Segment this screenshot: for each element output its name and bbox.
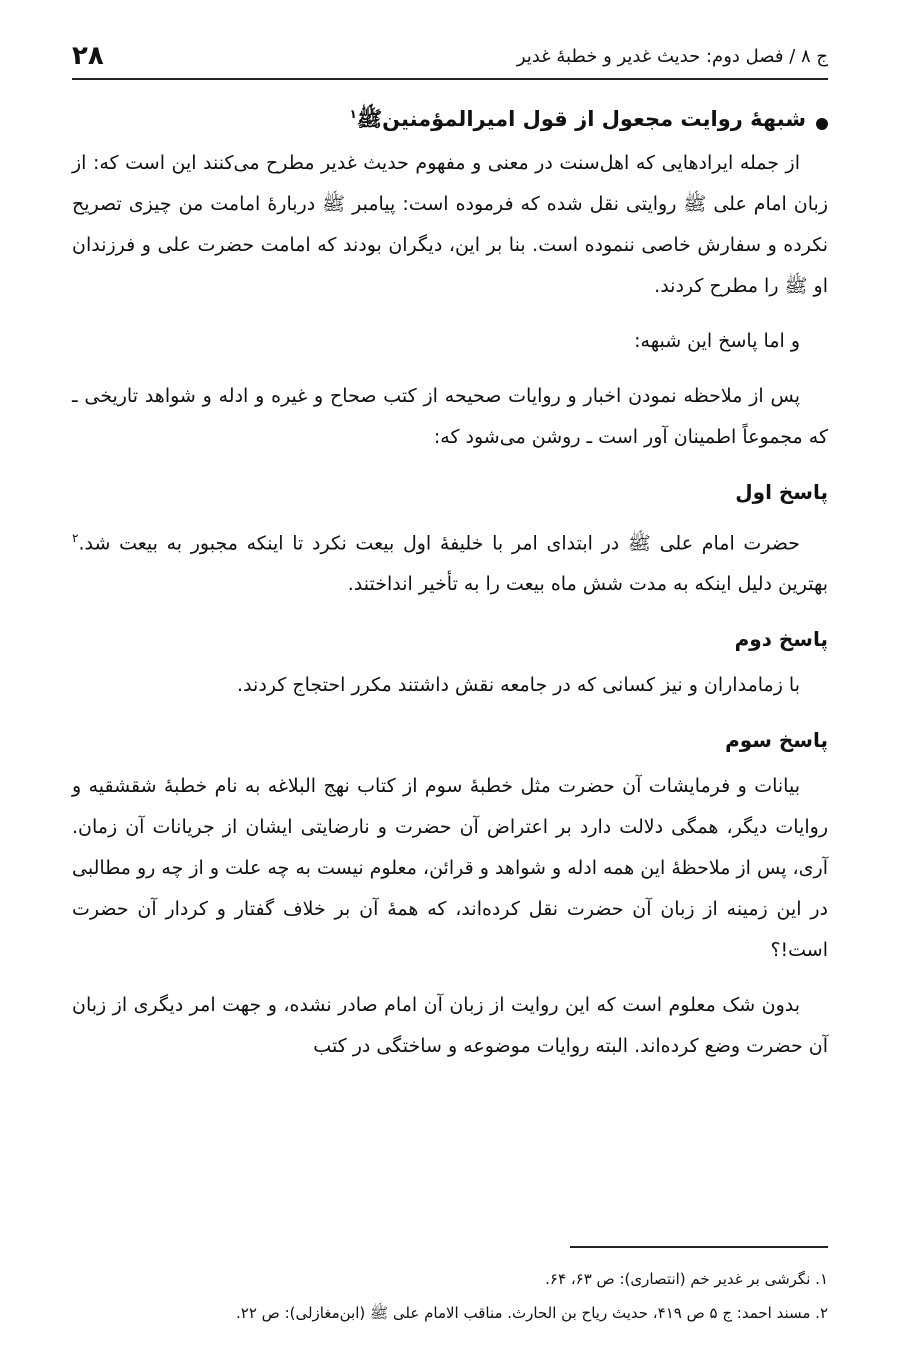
footnote-ref-2: ۲ — [72, 531, 79, 545]
answer2-heading: پاسخ دوم — [734, 627, 828, 652]
honorific-symbol: ﷺ — [356, 107, 383, 131]
answer1-heading: پاسخ اول — [735, 480, 828, 504]
paragraph-closing: بدون شک معلوم است که این روایت از زبان آن امام صادر نشده، و جهت امر دیگری از زبان آن حضرت وضع کرده‌اند. البته روایات موضوعه و ساختگی در کتب — [72, 994, 828, 1058]
bullet-icon — [816, 118, 828, 130]
page-header — [72, 34, 828, 80]
answer1-text-b: بهترین دلیل اینکه به مدت شش ماه بیعت را به تأخیر انداختند. — [347, 573, 828, 596]
paragraph-answer-lead: و اما پاسخ این شبهه: — [634, 330, 800, 352]
running-title: ج ۸ / فصل دوم: حدیث غدیر و خطبهٔ غدیر — [516, 45, 828, 67]
answer3-heading: پاسخ سوم — [725, 728, 828, 753]
answer2-paragraph: با زمامداران و نیز کسانی که در جامعه نقش داشتند مکرر احتجاج کردند. — [237, 674, 800, 697]
answer1-paragraph — [72, 518, 828, 605]
footnote-2: ۲. مسند احمد: ج ۵ ص ۴۱۹، حدیث ریاح بن الحارث. مناقب الامام علی ﷺ (ابن‌مغازلی): ص ۲۲. — [236, 1304, 828, 1322]
footnote-divider — [570, 1246, 828, 1248]
answer3-paragraph: بیانات و فرمایشات آن حضرت مثل خطبهٔ سوم از کتاب نهج البلاغه به نام خطبهٔ شقشقیه و روایات دیگر، همگی دلالت دارد بر اعتراض آن حضرت و نارضایتی ایشان از جریانات آن زمان. آری، پس از ملاحظهٔ این همه ادله و شواهد و قرائن، معلوم نیست به چه علت و از چه رو مطالبی در این زمینه از زبان آن حضرت نقل کرده‌اند، که همهٔ آن بر خلاف گفتار و کردار آن حضرت است!؟ — [72, 775, 828, 962]
answer1-text-a: حضرت امام علی ﷺ در ابتدای امر با خلیفهٔ اول بیعت نکرد تا اینکه مجبور به بیعت شد. — [78, 532, 800, 555]
footnote-1: ۱. نگرشی بر غدیر خم (انتصاری): ص ۶۳، ۶۴. — [545, 1270, 828, 1288]
page-body — [72, 106, 828, 1067]
page-number: ۲۸ — [72, 41, 104, 71]
section-heading — [72, 106, 828, 137]
paragraph-intro: از جمله ایرادهایی که اهل‌سنت در معنی و مفهوم حدیث غدیر مطرح می‌کنند این است که: از زبان امام علی ﷺ روایتی نقل شده که فرموده است: پیامبر ﷺ دربارهٔ امامت من چیزی تصریح نکرده و سفارش خاصی ننموده است. بنا بر این، دیگران بودند که امامت حضرت علی و فرزندان او ﷺ را مطرح کردند. — [72, 152, 828, 297]
footnotes — [72, 1262, 828, 1330]
footnote-ref-1: ۱ — [349, 107, 357, 121]
section-title: شبههٔ روایت مجعول از قول امیرالمؤمنین — [382, 107, 806, 131]
paragraph-summary: پس از ملاحظه نمودن اخبار و روایات صحیحه از کتب صحاح و غیره و ادله و شواهد تاریخی ـ که مجموعاً اطمینان آور است ـ روشن می‌شود که: — [72, 385, 828, 448]
